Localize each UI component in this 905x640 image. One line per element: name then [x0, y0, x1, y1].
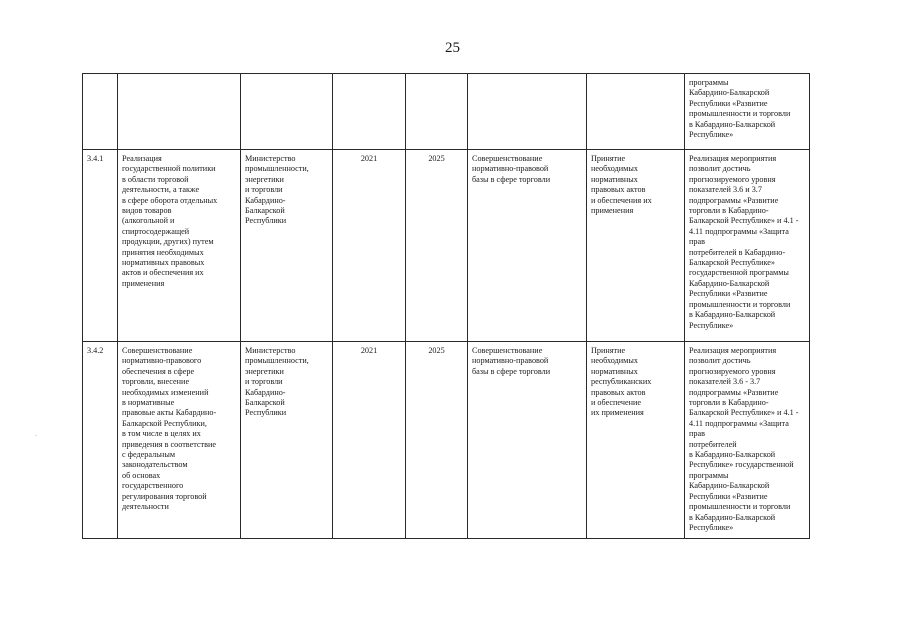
row-number-cell: [83, 74, 118, 150]
measure-cell: [118, 74, 241, 150]
executor-cell: Министерство промышленности, энергетики и торговли Кабардино- Балкарской Республики: [241, 150, 333, 342]
result-cell: Совершенствование нормативно-правовой базы в сфере торговли: [468, 342, 587, 539]
link-cell: Реализация мероприятия позволит достичь прогнозируемого уровня показателей 3.6 и 3.7 подпрограммы «Развитие торговли в Кабардино- Балкарской Республике» и 4.1 - 4.11 подпрограммы «Защита прав потребителей в Кабардино- Балкарской Республике» государственной программы Кабардино-Балкарской Республики «Развитие промышленности и торговли в Кабардино-Балкарской Республике»: [685, 150, 810, 342]
row-number-cell: 3.4.2: [83, 342, 118, 539]
end-year-cell: 2025: [406, 150, 468, 342]
page-number: 25: [445, 40, 460, 56]
direction-cell: [587, 74, 685, 150]
table-row: [83, 74, 810, 150]
start-year-cell: [333, 74, 406, 150]
table-row: [83, 150, 810, 342]
direction-cell: Принятие необходимых нормативных правовых актов и обеспечения их применения: [587, 150, 685, 342]
result-cell: Совершенствование нормативно-правовой базы в сфере торговли: [468, 150, 587, 342]
measure-cell: Реализация государственной политики в области торговой деятельности, а также в сфере оборота отдельных видов товаров (алкогольной и спиртосодержащей продукции, других) путем принятия необходимых нормативных правовых актов и обеспечения их применения: [118, 150, 241, 342]
executor-cell: [241, 74, 333, 150]
result-cell: [468, 74, 587, 150]
table-row: [83, 342, 810, 539]
executor-cell: Министерство промышленности, энергетики и торговли Кабардино- Балкарской Республики: [241, 342, 333, 539]
end-year-cell: [406, 74, 468, 150]
link-cell: программы Кабардино-Балкарской Республики «Развитие промышленности и торговли в Кабардино-Балкарской Республике»: [685, 74, 810, 150]
start-year-cell: 2021: [333, 150, 406, 342]
row-number-cell: 3.4.1: [83, 150, 118, 342]
start-year-cell: 2021: [333, 342, 406, 539]
link-cell: Реализация мероприятия позволит достичь прогнозируемого уровня показателей 3.6 - 3.7 подпрограммы «Развитие торговли в Кабардино- Балкарской Республике» и 4.1 - 4.11 подпрограммы «Защита прав потребителей в Кабардино-Балкарской Республике» государственной программы Кабардино-Балкарской Республики «Развитие промышленности и торговли в Кабардино-Балкарской Республике»: [685, 342, 810, 539]
margin-mark: .: [35, 430, 37, 438]
measure-cell: Совершенствование нормативно-правового обеспечения в сфере торговли, внесение необходимых изменений в нормативные правовые акты Кабардино- Балкарской Республики, в том числе в целях их приведения в соответствие с федеральным законодательством об основах государственного регулирования торговой деятельности: [118, 342, 241, 539]
measures-table: [82, 73, 810, 539]
direction-cell: Принятие необходимых нормативных республиканских правовых актов и обеспечение их применения: [587, 342, 685, 539]
end-year-cell: 2025: [406, 342, 468, 539]
